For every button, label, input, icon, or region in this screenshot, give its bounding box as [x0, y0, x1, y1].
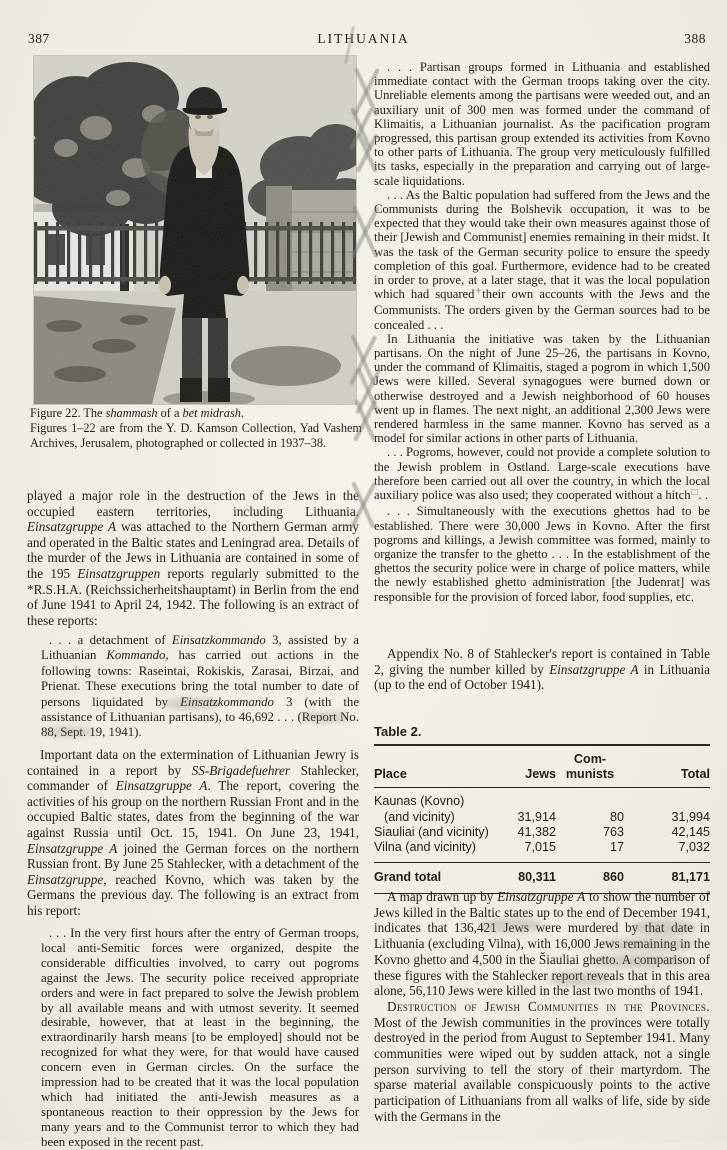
table-label: Table 2.	[374, 724, 422, 739]
excerpt-kovno-pogrom: In Lithuania the initiative was taken by the Lithuanian partisans. On the night of June 25–26, the partisans in Kovno, under the command of Klimaitis, staged a pogrom in which 1,500 Jews were killed. Several synagogues were burned down or otherwise destroyed and a Jewish neighborhood of 60 houses went up in flames. The next night, an additional 2,300 Jews were rendered harmless in the same manner. Kovno has served as a model for similar actions in other parts of Lithuania.	[374, 331, 710, 446]
figure-photo	[33, 55, 357, 405]
block-quote-stahlecker-report: . . . In the very first hours after the entry of German troops, local anti-Semitic forces were organized, despite the considerable difficulties involved, to carry out pogroms against the Jews. The security police received appropriate orders and were in fact prepared to solve the Jewish problem by all available means and with utmost severity. It seemed desirable, however, that at least in the beginning, the extraordinarily harsh means [to be employed] should not be recognized for what they were, for that would have caused concern even in German circles. On the surface the impression had to be created that it was the local population which had initiated the anti-Jewish measures as a spontaneous reaction to their oppression by the Jews for many years and to the Communist terror to which they had been exposed in the recent past.	[41, 926, 359, 1149]
cell-jews: 31,914	[517, 809, 556, 824]
table-2	[374, 744, 710, 894]
left-column-para2	[27, 747, 359, 919]
right-column-closing	[374, 889, 710, 1125]
left-column-intro	[27, 488, 359, 628]
table-body	[374, 788, 710, 863]
place-line1: Kaunas (Kovno)	[374, 794, 465, 809]
block-quote-report-88: . . . a detachment of Einsatzkommando 3, assisted by a Lithuanian Kommando, has carried out actions in the following towns: Raseintai, Rokiskis, Zarasai, Birzai, and Prienat. These executions bring the total number to date of persons liquidated by Einsatzkommando 3 (with the assistance of Lithuanian partisans), to 46,692 . . . (Report No. 88, Sept. 19, 1941).	[41, 633, 359, 740]
grand-total-total: 81,171	[671, 870, 710, 885]
page-number-left: 387	[28, 31, 50, 46]
cell-total: 42,145	[671, 824, 710, 839]
header-communists	[556, 752, 624, 782]
page-title: LITHUANIA	[317, 31, 410, 46]
excerpt-baltic-population: . . . As the Baltic population had suffered from the Jews and the Communists during the Bolshevik occupation, it was to be expected that they would take their own measures against those of their [Jewish and Communist] enemies remaining in their midst. It was the task of the German security police to ensure the speedy completion of this goal. Furthermore, evidence had to be created in order to prove, at a later stage, that it was the local population which had squared+their own accounts with the Jews and the Communists. The orders given by the German sources had to be concealed . . .	[374, 187, 710, 332]
cell-place	[374, 794, 494, 824]
place-line2: (and vicinity)	[384, 809, 455, 824]
grand-total-communists: 860	[602, 870, 624, 885]
header-place: Place	[374, 767, 407, 782]
cell-place: Vilna (and vicinity)	[374, 840, 476, 855]
cell-communists: 80	[609, 809, 624, 824]
appendix-paragraph-wrap	[374, 646, 710, 693]
left-column-quote1	[27, 633, 359, 741]
table-row-kaunas	[374, 794, 710, 824]
paragraph-stahlecker: Important data on the extermination of Lithuanian Jewry is contained in a report by SS-Brigadefuehrer Stahlecker, commander of Einsatzgruppe A. The report, covering the activities of his group on the northern Russian Front and in the occupied Baltic states, dates from the beginning of the war against Russia until Oct. 15, 1941. On June 23, 1941, Einsatzgruppe A joined the German forces on the northern Russian front. By June 25 Stahlecker, with a detachment of the Einsatzgruppe, reached Kovno, which was taken by the Germans the previous day. The following is an extract from his report:	[27, 747, 360, 918]
table-row-siauliai	[374, 825, 710, 840]
header-total: Total	[680, 767, 710, 782]
photo-shammash-image	[34, 56, 356, 404]
cell-jews: 7,015	[524, 840, 556, 855]
statistics-table	[374, 724, 710, 894]
excerpt-ghettos: . . . Simultaneously with the executions ghettos had to be established. There were 30,000 Jews in Kovno. After the first pogroms and killings, a Jewish committee was formed, mainly to organize the transfer to the ghetto . . . In the establishment of the ghettos the security police were in charge of police matters, while the newly established ghetto administration [the Judenrat] was responsible for the provision of forced labor, food supplies, etc.	[374, 504, 710, 604]
excerpt-partisan-groups: . . . Partisan groups formed in Lithuania and established immediate contact with the German troops taking over the city. Unreliable elements among the partisans were weeded out, and an auxiliary unit of 300 men was formed under the command of Klimaitis, a Lithuanian journalist. As the pacification program progressed, this partisan group extended its activities from Kovno to other parts of Lithuania. The group very meticulously fulfilled its tasks, especially in the preparation and carrying out of large-scale liquidations.	[374, 60, 710, 188]
right-column-excerpts	[374, 60, 710, 604]
table-header-row	[374, 746, 710, 788]
header-communists-line2: munists	[565, 767, 615, 782]
paragraph-intro: played a major role in the destruction of the Jews in the occupied eastern territories, including Lithuania. Einsatzgruppe A was attached to the Northern German army and operated in the Baltic states and Leningrad area. Details of the murder of the Jews in Lithuania are contained in some of the 195 Einsatzgruppen reports regularly submitted to the *R.S.H.A. (Reichssicherheitshauptamt) in Berlin from the end of June 1941 to April 24, 1942. The following is an extract of these reports:	[27, 488, 359, 628]
cell-place: Siauliai (and vicinity)	[374, 824, 489, 839]
excerpt-pogroms-ostland: . . . Pogroms, however, could not provide a complete solution to the Jewish problem in Ostland. Large-scale executions have therefore been carried out all over the country, in which the local auxiliary police was also used; they cooperated without a hitch□. .	[374, 445, 710, 503]
paragraph-destruction: Destruction of Jewish Communities in the Provinces. Most of the Jewish communities in the provinces were totally destroyed in the period from August to September 1941. Many communities were wiped out by sudden attack, not a single person surviving to tell the story of their martyrdom. The sparse material available conspicuously points to the active participation of Lithuanians from all walks of life, side by side with the Germans in the	[374, 998, 710, 1124]
page-number-right: 388	[684, 31, 706, 46]
header-communists-line1: Com-	[573, 752, 607, 766]
cell-communists: 17	[609, 840, 624, 855]
header-jews: Jews	[525, 767, 556, 782]
cell-total: 7,032	[678, 840, 710, 855]
cell-communists: 763	[602, 824, 624, 839]
cell-total: 31,994	[671, 809, 710, 824]
table-row-vilna	[374, 840, 710, 855]
paragraph-appendix: Appendix No. 8 of Stahlecker's report is contained in Table 2, giving the number killed by Einsatzgruppe A in Lithuania (up to the end of October 1941).	[374, 646, 710, 693]
grand-total-label: Grand total	[374, 870, 442, 885]
caption-line-1: Figure 22. The shammash of a bet midrash.	[30, 406, 244, 420]
grand-total-jews: 80,311	[518, 870, 556, 885]
cell-jews: 41,382	[517, 824, 556, 839]
paragraph-map: A map drawn up by Einsatzgruppe A to show the number of Jews killed in the Baltic states up to the end of December 1941, indicates that 136,421 Jews were murdered by that date in Lithuania (excluding Vilna), with 16,000 Jews remaining in the Kovno ghetto and 4,500 in the Šiauliai ghetto. A comparison of these figures with the Stahlecker report reveals that in this area alone, 56,110 Jews were killed in the last two months of 1941.	[374, 889, 710, 999]
left-column-quote2	[27, 926, 359, 1150]
figure-caption	[30, 406, 362, 451]
caption-credit: Figures 1–22 are from the Y. D. Kamson Collection, Yad Vashem Archives, Jerusalem, photographed or collected in 1937–38.	[30, 421, 362, 450]
